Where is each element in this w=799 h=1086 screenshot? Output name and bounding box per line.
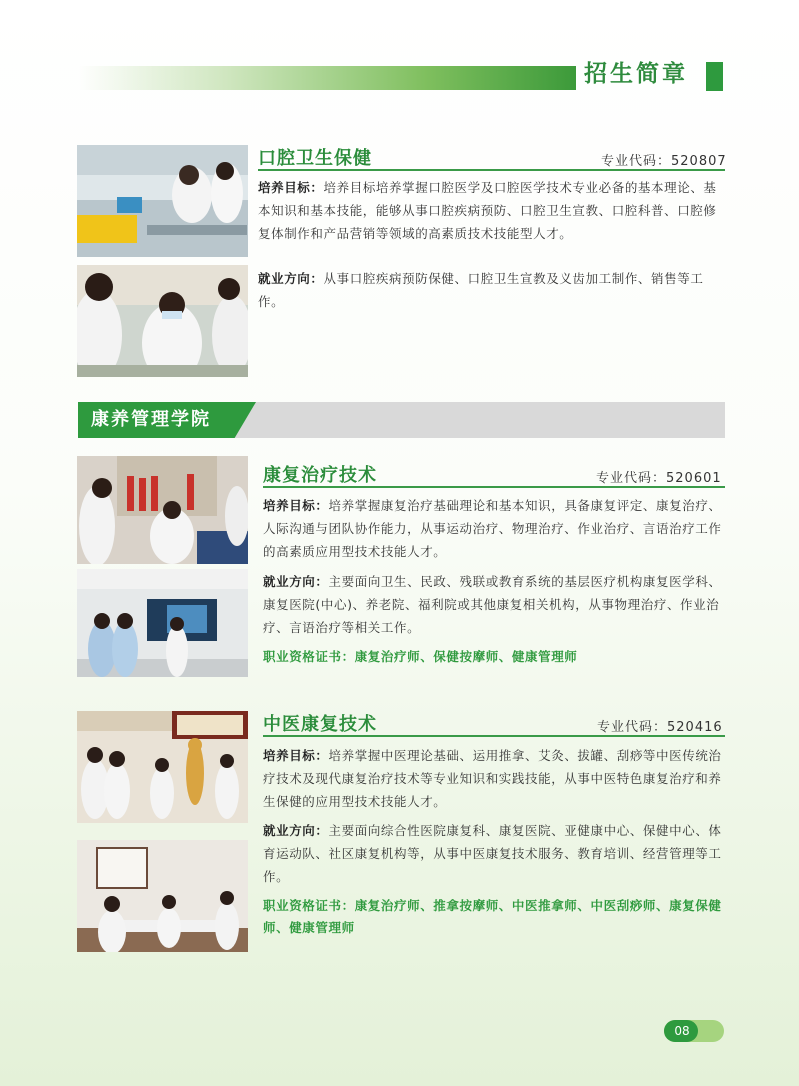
major-code-tcm: 专业代码：520416 bbox=[597, 720, 723, 735]
training-goal-oral: 培养目标：培养目标培养掌握口腔医学及口腔医学技术专业必备的基本理论、基本知识和基本技能，能够从事口腔疾病预防、口腔卫生宣教、口腔科普、口腔修复体制作和产品营销等领域的高素质技术技能型人才。 bbox=[258, 180, 717, 241]
career-direction-oral: 就业方向：从事口腔疾病预防保健、口腔卫生宣教及义齿加工制作、销售等工作。 bbox=[258, 271, 704, 309]
section-underline bbox=[258, 169, 725, 171]
header-accent-block bbox=[706, 62, 723, 91]
page-number: 08 bbox=[674, 1024, 690, 1038]
rehab-classroom-photo bbox=[77, 569, 248, 677]
section-underline bbox=[263, 735, 725, 737]
section-title-tcm: 中医康复技术 bbox=[263, 714, 377, 735]
college-name: 康养管理学院 bbox=[91, 409, 211, 430]
training-goal-rehab: 培养目标：培养掌握康复治疗基础理论和基本知识，具备康复评定、康复治疗、人际沟通与团队协作能力，从事运动治疗、物理治疗、作业治疗、言语治疗工作的高素质应用型技术技能人才。 bbox=[263, 498, 722, 559]
header-gradient-bar bbox=[78, 66, 576, 90]
section-title-rehab: 康复治疗技术 bbox=[263, 465, 377, 486]
certificates-tcm: 职业资格证书：康复治疗师、推拿按摩师、中医推拿师、中医刮痧师、康复保健师、健康管理师 bbox=[263, 898, 722, 935]
certificates-rehab: 职业资格证书：康复治疗师、保健按摩师、健康管理师 bbox=[263, 649, 578, 664]
major-code-rehab: 专业代码：520601 bbox=[596, 471, 722, 486]
career-direction-rehab: 就业方向：主要面向卫生、民政、残联或教育系统的基层医疗机构康复医学科、康复医院(中心)、养老院、福利院或其他康复相关机构，从事物理治疗、作业治疗、言语治疗等相关工作。 bbox=[263, 574, 722, 635]
dental-lab-photo bbox=[77, 145, 248, 257]
dental-practice-photo bbox=[77, 265, 248, 377]
section-underline bbox=[263, 486, 725, 488]
section-title-oral: 口腔卫生保健 bbox=[258, 148, 372, 169]
career-direction-tcm: 就业方向：主要面向综合性医院康复科、康复医院、亚健康中心、保健中心、体育运动队、社区康复机构等，从事中医康复技术服务、教育培训、经营管理等工作。 bbox=[263, 823, 722, 884]
tcm-massage-photo bbox=[77, 840, 248, 952]
page-header-title: 招生简章 bbox=[584, 61, 688, 87]
tcm-acupoint-photo bbox=[77, 711, 248, 823]
training-goal-tcm: 培养目标：培养掌握中医理论基础、运用推拿、艾灸、拔罐、刮痧等中医传统治疗技术及现代康复治疗技术等专业知识和实践技能，从事中医特色康复治疗和养生保健的应用型技术技能人才。 bbox=[263, 748, 722, 809]
major-code-oral: 专业代码：520807 bbox=[601, 154, 727, 169]
rehab-training-photo bbox=[77, 456, 248, 564]
